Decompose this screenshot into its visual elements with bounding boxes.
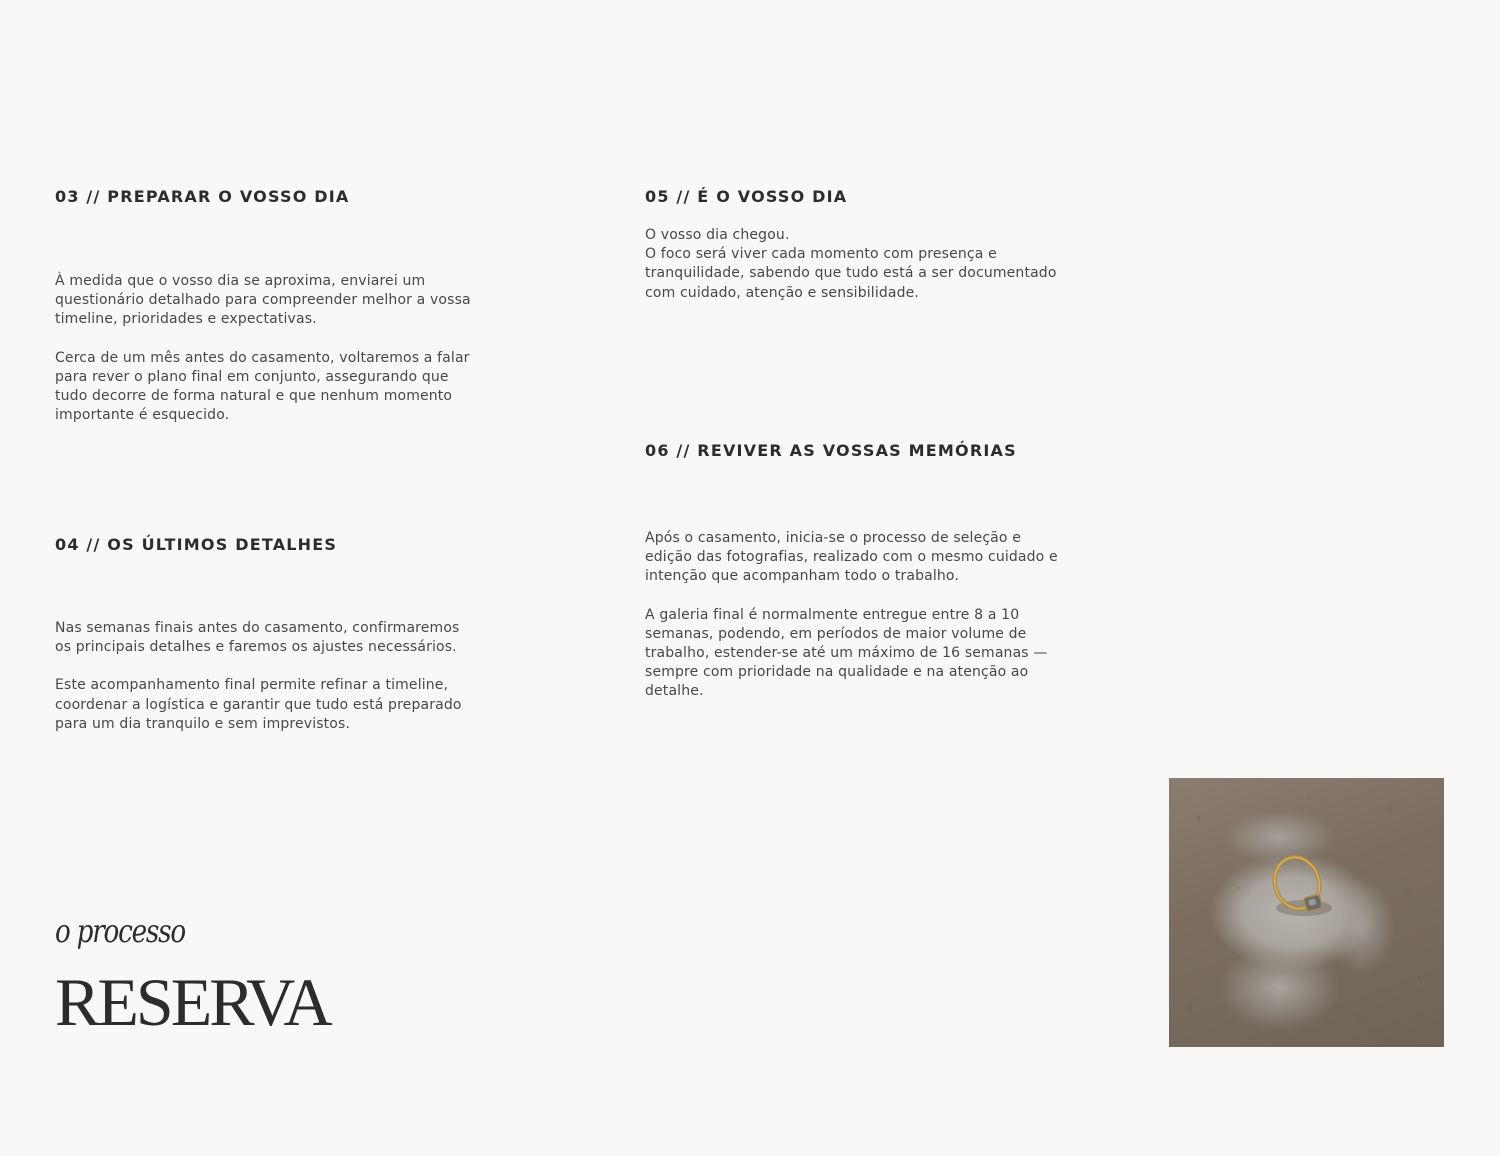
section-03 bbox=[55, 187, 505, 425]
ring-illustration bbox=[1169, 778, 1444, 1047]
section-heading: 03 // PREPARAR O VOSSO DIA bbox=[55, 187, 350, 206]
section-04 bbox=[55, 535, 505, 734]
section-05 bbox=[645, 187, 1095, 303]
section-body bbox=[55, 272, 505, 425]
script-subtitle: o processo bbox=[55, 912, 185, 950]
section-body bbox=[645, 529, 1095, 702]
section-heading: 05 // É O VOSSO DIA bbox=[645, 187, 848, 206]
section-06 bbox=[645, 441, 1095, 702]
section-paragraph: A galeria final é normalmente entregue entre 8 a 10 semanas, podendo, em períodos de maior volume de trabalho, estender-se até um máximo de 16 semanas — sempre com prioridade na qualidade e na atenção ao detalhe. bbox=[645, 606, 1048, 700]
section-paragraph: Cerca de um mês antes do casamento, voltaremos a falar para rever o plano final em conjunto, assegurando que tudo decorre de forma natural e que nenhum momento importante é esquecido. bbox=[55, 349, 470, 424]
section-paragraph: Após o casamento, inicia-se o processo de seleção e edição das fotografias, realizado com o mesmo cuidado e intenção que acompanham todo o trabalho. bbox=[645, 530, 1058, 585]
section-paragraph: Nas semanas finais antes do casamento, confirmaremos os principais detalhes e faremos os ajustes necessários. bbox=[55, 620, 460, 656]
page-title: RESERVA bbox=[55, 964, 330, 1040]
section-paragraph: Este acompanhamento final permite refinar a timeline, coordenar a logística e garantir que tudo está preparado para um dia tranquilo e sem imprevistos. bbox=[55, 677, 462, 732]
section-heading: 04 // OS ÚLTIMOS DETALHES bbox=[55, 535, 338, 554]
section-heading: 06 // REVIVER AS VOSSAS MEMÓRIAS bbox=[645, 441, 1017, 460]
section-paragraph: O vosso dia chegou. O foco será viver cada momento com presença e tranquilidade, sabendo que tudo está a ser documentado com cuidado, atenção e sensibilidade. bbox=[645, 227, 1057, 301]
section-paragraph: À medida que o vosso dia se aproxima, enviarei um questionário detalhado para compreender melhor a vossa timeline, prioridades e expectativas. bbox=[55, 273, 471, 328]
section-body bbox=[55, 619, 505, 734]
ring-photo bbox=[1169, 778, 1444, 1047]
section-body bbox=[645, 226, 1095, 303]
